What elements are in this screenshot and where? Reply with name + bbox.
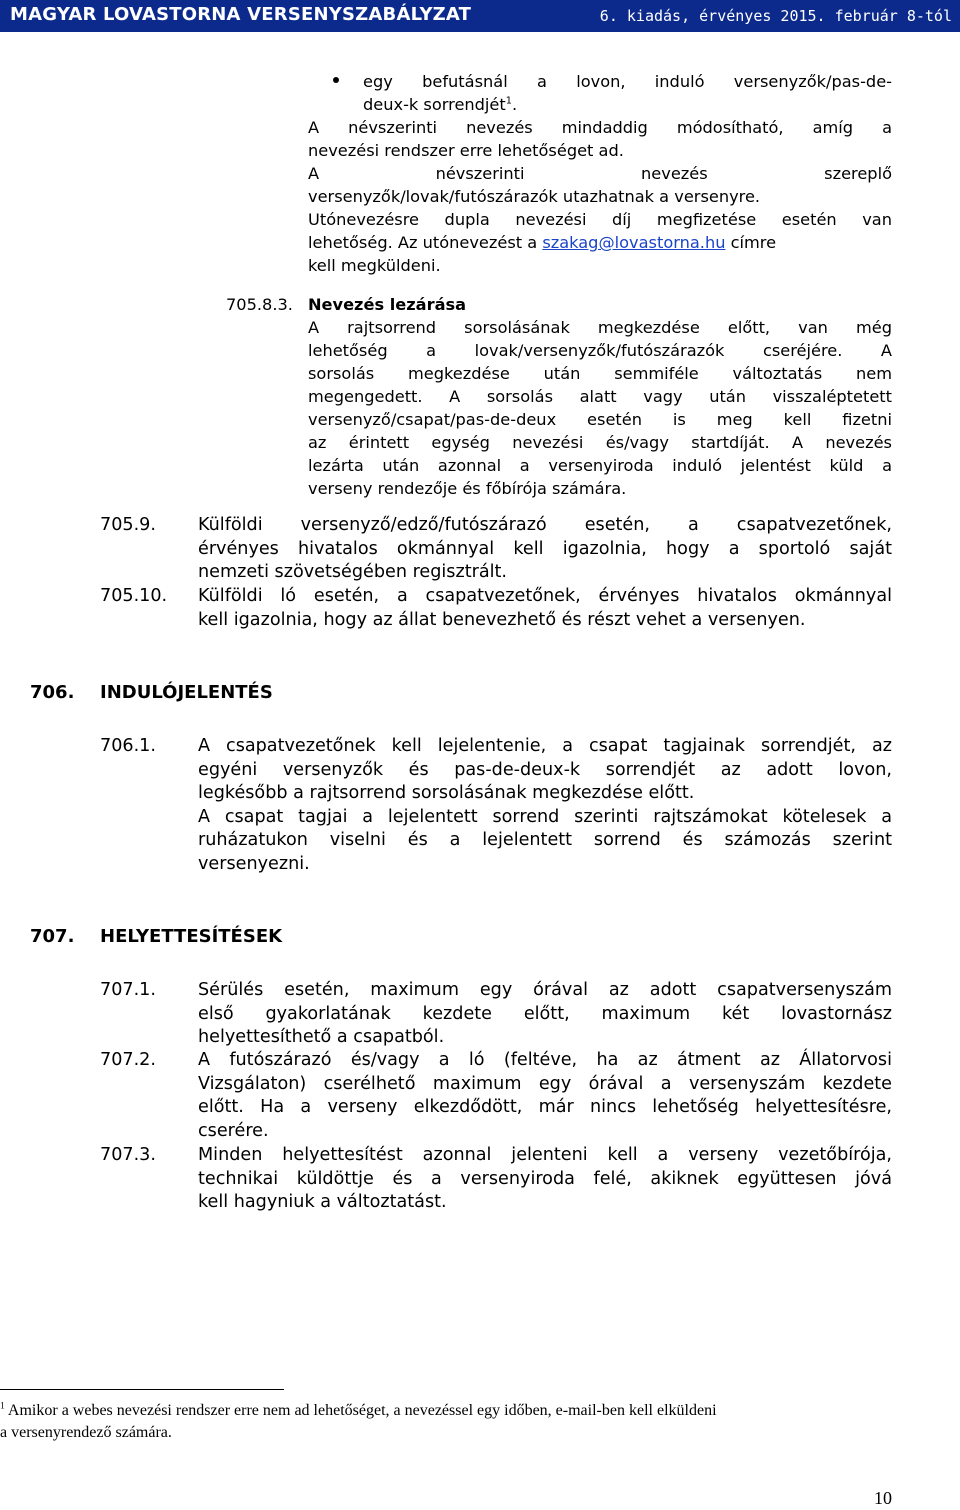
text-line: helyettesíthető a csapatból. xyxy=(198,1027,445,1048)
footnote xyxy=(0,1400,900,1444)
page-header xyxy=(0,0,960,32)
footnote-divider xyxy=(0,1389,284,1390)
section-707-number: 707. xyxy=(30,926,75,947)
section-number: 705.8.3. xyxy=(226,295,293,314)
section-number: 707.2. xyxy=(100,1050,156,1070)
text-line: nemzeti szövetségében regisztrált. xyxy=(198,562,507,583)
section-706-number: 706. xyxy=(30,682,75,703)
document-title: MAGYAR LOVASTORNA VERSENYSZABÁLYZAT xyxy=(10,4,472,25)
section-number: 705.9. xyxy=(100,515,156,535)
text-line: A csapat tagjai a lejelentett sorrend szerinti rajtszámokat kötelesek a xyxy=(198,806,892,827)
text-line: kell igazolnia, hogy az állat benevezhető és részt vehet a versenyen. xyxy=(198,609,806,630)
text-line: kell hagyniuk a változtatást. xyxy=(198,1192,447,1213)
section-number: 707.3. xyxy=(100,1145,156,1165)
text-line: Sérülés esetén, maximum egy órával az adott csapatversenyszám xyxy=(198,980,892,1000)
text-line: egyéni versenyzők és pas-de-deux-k sorrendjét az adott lovon, xyxy=(198,759,892,780)
text-line: sorsolás megkezdése után semmiféle változtatás nem xyxy=(308,364,892,383)
text-line: cserére. xyxy=(198,1120,269,1141)
section-705-9 xyxy=(198,514,892,585)
text-line: versenyző/csapat/pas-de-deux esetén is meg kell fizetni xyxy=(308,410,892,429)
text-line: első gyakorlatának kezdete előtt, maximum két lovastornász xyxy=(198,1003,892,1024)
text-line: megengedett. A sorsolás alatt vagy után visszaléptetett xyxy=(308,387,892,406)
bullet-line: deux-k sorrendjét$^1$. xyxy=(363,95,518,114)
page-number: 10 xyxy=(874,1488,892,1508)
section-707-1 xyxy=(198,979,892,1050)
text-line: kell megküldeni. xyxy=(308,256,441,275)
section-705-8-3 xyxy=(308,293,892,498)
footnote-line: $^1$ Amikor a webes nevezési rendszer erre nem ad lehetőséget, a nevezéssel egy időben, e-mail-ben kell elküldeni xyxy=(0,1400,717,1419)
text-line: versenyzők/lovak/futószárazók utazhatnak a versenyre. xyxy=(308,187,761,206)
text-line: technikai küldöttje és a versenyiroda felé, akiknek együttesen jóvá xyxy=(198,1168,892,1189)
section-707-3 xyxy=(198,1144,892,1215)
text-line: versenyezni. xyxy=(198,853,310,874)
text-line: Vizsgálaton) cserélhető maximum egy órával a versenyszám kezdete xyxy=(198,1073,892,1094)
text-line: lehetőség. Az utónevezést a szakag@lovastorna.hu címre xyxy=(308,233,777,252)
bullet-line: egy befutásnál a lovon, induló versenyzők/pas-de- xyxy=(363,72,892,91)
text-line: A névszerinti nevezés mindaddig módosítható, amíg a xyxy=(308,118,892,137)
text-line: Külföldi ló esetén, a csapatvezetőnek, érvényes hivatalos okmánnyal xyxy=(198,586,892,606)
text-line: verseny rendezője és főbírója számára. xyxy=(308,479,627,498)
text-line: ruházatukon viselni és a lejelentett sorrend és számozás szerint xyxy=(198,830,892,851)
footnote-ref: 1 xyxy=(505,95,512,107)
section-number: 705.10. xyxy=(100,586,168,606)
footnote-marker: 1 xyxy=(0,1400,5,1412)
text-line: Utónevezésre dupla nevezési díj megfizetése esetén van xyxy=(308,210,892,229)
text-line: lezárta után azonnal a versenyiroda induló jelentést küld a xyxy=(308,456,892,475)
section-number: 707.1. xyxy=(100,980,156,1000)
text-line: az érintett egység nevezési és/vagy startdíját. A nevezés xyxy=(308,433,892,452)
edition-info: 6. kiadás, érvényes 2015. február 8-tól xyxy=(599,7,952,25)
text-line: lehetőség a lovak/versenyzők/futószárazók cseréjére. A xyxy=(308,341,892,360)
text-line: előtt. Ha a verseny elkezdődött, már nincs lehetőség helyettesítésre, xyxy=(198,1097,892,1118)
text-line: A névszerinti nevezés szereplő xyxy=(308,164,892,183)
section-707-2 xyxy=(198,1049,892,1143)
text-line: Külföldi versenyző/edző/futószárazó esetén, a csapatvezetőnek, xyxy=(198,515,892,535)
text-line: A rajtsorrend sorsolásának megkezdése előtt, van még xyxy=(308,318,892,337)
footnote-line: a versenyrendező számára. xyxy=(0,1424,172,1441)
section-705-10 xyxy=(198,585,892,632)
entry-block xyxy=(308,70,892,275)
section-number: 706.1. xyxy=(100,736,156,756)
section-707-title: HELYETTESÍTÉSEK xyxy=(100,926,283,947)
text-line: A futószárazó és/vagy a ló (feltéve, ha az átment az Állatorvosi xyxy=(198,1050,892,1070)
text-line: Minden helyettesítést azonnal jelenteni kell a verseny vezetőbírója, xyxy=(198,1145,892,1165)
text-line: nevezési rendszer erre lehetőséget ad. xyxy=(308,141,624,160)
section-heading: Nevezés lezárása xyxy=(308,295,467,314)
text-line: legkésőbb a rajtsorrend sorsolásának megkezdése előtt. xyxy=(198,783,695,804)
email-link[interactable]: szakag@lovastorna.hu xyxy=(542,233,726,252)
section-706-1 xyxy=(198,735,892,877)
section-706-title: INDULÓJELENTÉS xyxy=(100,682,273,703)
text-line: A csapatvezetőnek kell lejelentenie, a csapat tagjainak sorrendjét, az xyxy=(198,736,892,756)
text-line: érvényes hivatalos okmánnyal kell igazolnia, hogy a sportoló saját xyxy=(198,538,892,559)
